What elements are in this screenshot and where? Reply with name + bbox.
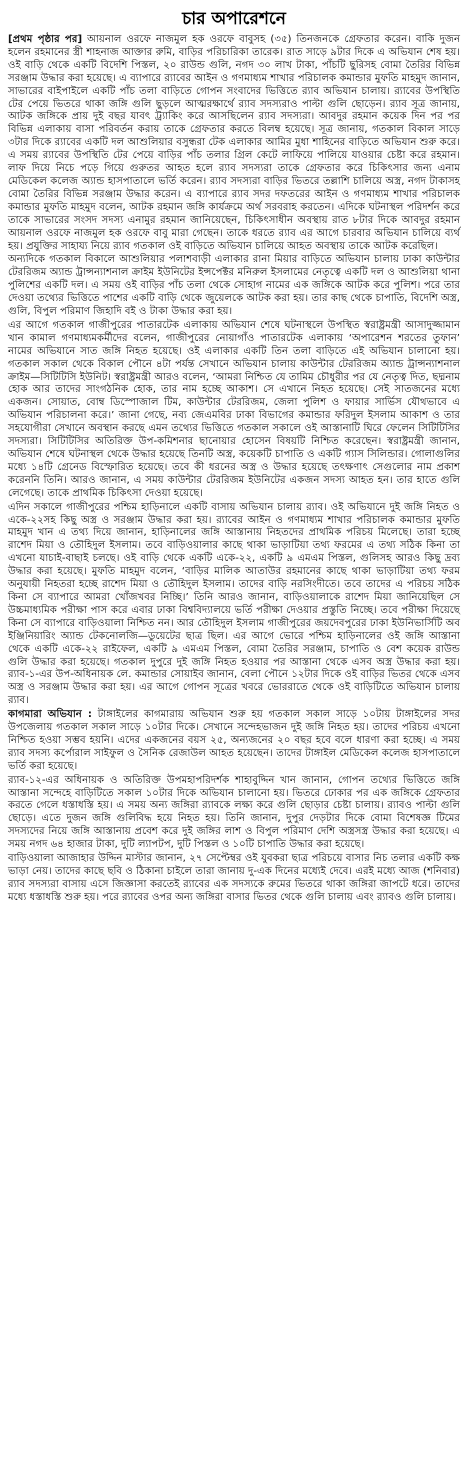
article-paragraph-7 [8, 853, 460, 905]
article-paragraph-6 [8, 775, 460, 852]
article-paragraph-4 [8, 502, 460, 709]
article-paragraph-1 [8, 34, 460, 253]
continuation-marker: [প্রথম পৃষ্ঠার পর] [8, 34, 83, 45]
paragraph-text: এদিন সকালে গাজীপুরের পশ্চিম হাড়িনালে একটি বাসায় অভিযান চালায় র‍্যাব। ওই অভিযানে দুই জঙ্গি নিহত ও একে-২২সহ কিছু অস্ত্র ও সরঞ্জাম উদ্ধার করা হয়। র‍্যাবের আইন ও গণমাধ্যম শাখার পরিচালক কমান্ডার মুফতি মাহমুদ খান এ তথ্য দিয়ে জানান, হাড়িনালের জঙ্গি আস্তানায় নিহতদের প্রাথমিক পরিচয় মিলেছে। তারা হচ্ছে রাশেদ মিয়া ও তৌহিদুল ইসলাম। তবে বাড়িওয়ালার কাছে থাকা ভাড়াটিয়া তথ্য ফরমের এ তথ্য সঠিক কিনা তা এখনো যাচাই-বাছাই চলছে। ওই বাড়ি থেকে একটি একে-২২, একটি ৯ এমএম পিস্তল, গুলিসহ আরও কিছু দ্রব্য উদ্ধার করা হয়েছে। মুফতি মাহমুদ বলেন, ‘বাড়ির মালিক আতাউর রহমানের কাছে থাকা ভাড়াটিয়া তথ্য ফরম অনুযায়ী নিহতরা হচ্ছে রাশেদ মিয়া ও তৌহিদুল ইসলাম। তাদের বাড়ি নরসিংদীতে। তবে তাদের এ পরিচয় সঠিক কিনা সে ব্যাপারে আমরা খোঁজখবর নিচ্ছি।’ তিনি আরও জানান, বাড়িওয়ালাকে রাশেদ মিয়া জানিয়েছিল সে উচ্চমাধ্যমিক পরীক্ষা পাস করে এবার ঢাকা বিশ্ববিদ্যালয়ে ভর্তি পরীক্ষা দেওয়ার প্রস্তুতি নিচ্ছে। তবে পরীক্ষা দিয়েছে কিনা সে ব্যাপারে বাড়িওয়ালা নিশ্চিত নন। আর তৌহিদুল ইসলাম গাজীপুরের জয়দেবপুরের ঢাকা ইউনিভার্সিটি অব ইঞ্জিনিয়ারিং অ্যান্ড টেকনোলজি—ডুয়েটের ছাত্র ছিল। এর আগে ভোরে পশ্চিম হাড়িনালের ওই জঙ্গি আস্তানা থেকে একটি একে-২২ রাইফেল, একটি ৯ এমএম পিস্তল, বোমা তৈরির সরঞ্জাম, চাপাতি ও বেশ কয়েক রাউন্ড গুলি উদ্ধার করা হয়েছে। গতকাল দুপুরে দুই জঙ্গি নিহত হওয়ার পর আস্তানা থেকে এসব অস্ত্র উদ্ধার করা হয়। র‍্যাব-১-এর উপ-অধিনায়ক লে. কমান্ডার সোয়াইব জানান, বেলা পৌনে ১২টার দিকে ওই বাড়ির ভিতর থেকে এসব অস্ত্র ও সরঞ্জাম উদ্ধার করা হয়। এর আগে গোপন সূত্রের খবরে ভোররাতে থেকে ওই বাড়িটিতে অভিযান চালায় র‍্যাব। [8, 501, 460, 707]
article-paragraph-2 [8, 254, 460, 319]
paragraph-text: টাঙ্গাইলের কাগমারায় অভিযান শুরু হয় গতকাল সকাল সাড়ে ১০টায় টাঙ্গাইলের সদর উপজেলায় গতকাল সকাল সাড়ে ১০টার দিকে। সেখানে সন্দেহভাজন দুই জঙ্গি নিহত হয়। তাদের পরিচয় এখনো নিশ্চিত হওয়া সম্ভব হয়নি। এদের একজনের বয়স ২৫, অন্যজনের ২০ বছর হবে বলে ধারণা করা হচ্ছে। এ সময় র‍্যাব সদস্য কর্পোরাল সাইফুল ও সৈনিক রেজাউল আহত হয়েছেন। তাদের টাঙ্গাইল মেডিকেল কলেজ হাসপাতালে ভর্তি করা হয়েছে। [8, 709, 461, 772]
article-headline: চার অপারেশনে [182, 9, 286, 29]
section-subheading: কাগমারা অভিযান : [8, 709, 92, 721]
paragraph-text: অন্যদিকে গতকাল বিকালে আশুলিয়ার পলাশবাড়ী এলাকার রানা মিয়ার বাড়িতে অভিযান চালায় ঢাকা কাউন্টার টেররিজম অ্যান্ড ট্রান্সন্যাশনাল ক্রাইম ইউনিটের ইন্সপেক্টর মনিরুল ইসলামের নেতৃত্বে একটি দল ও আশুলিয়া থানা পুলিশের একটি দল। এ সময় ওই বাড়ির পাঁচ তলা থেকে সোহাগ নামের এক জঙ্গিকে আটক করে পুলিশ। পরে তার দেওয়া তথ্যের ভিত্তিতে পাশের একটি বাড়ি থেকে জুয়েলকে আটক করা হয়। তার কাছ থেকে চাপাতি, বিদেশি অস্ত্র, গুলি, বিপুল পরিমাণ জিহাদি বই ও টাকা উদ্ধার করা হয়। [8, 254, 460, 318]
article-paragraph-5 [8, 709, 460, 774]
paragraph-text: এর আগে গতকাল গাজীপুরের পাতারটেক এলাকায় অভিযান শেষে ঘটনাস্থলে উপস্থিত স্বরাষ্ট্রমন্ত্রী আসাদুজ্জামান খান কামাল গণমাধ্যমকর্মীদের বলেন, গাজীপুরের নোয়াগাঁও পাতারটেক এলাকায় ‘অপারেশন শরতের তুফান’ নামের অভিযানে সাত জঙ্গি নিহত হয়েছে। ওই এলাকার একটি তিন তলা বাড়িতে এই অভিযান চালানো হয়। গতকাল সকাল থেকে বিকাল পৌনে ৪টা পর্যন্ত সেখানে অভিযান চালায় কাউন্টার টেররিজম অ্যান্ড ট্রান্সন্যাশনাল ক্রাইম—সিটিটিসি ইউনিট। স্বরাষ্ট্রমন্ত্রী আরও বলেন, ‘আমরা নিশ্চিত যে তামিম চৌধুরীর পর যে নেতৃত্ব দিত, ছদ্মনাম হোক আর তাদের সাংগঠনিক হোক, তার নাম হচ্ছে আকাশ। সে এখানে নিহত হয়েছে। সেই সাতজনের মধ্যে একজন। সোয়াত, বোম্ব ডিস্পোজাল টিম, কাউন্টার টেররিজম, জেলা পুলিশ ও ফায়ার সার্ভিস যৌথভাবে এ অভিযান পরিচালনা করে।’ জানা গেছে, নব্য জেএমবির ঢাকা বিভাগের কমান্ডার ফরিদুল ইসলাম আকাশ ও তার সহযোগীরা সেখানে অবস্থান করছে এমন তথ্যের ভিত্তিতে গতকাল সকালে ওই আস্তানাটি ঘিরে ফেলেন সিটিটিসির সদস্যরা। সিটিটিসির অতিরিক্ত উপ-কমিশনার ছানোয়ার হোসেন বিষয়টি নিশ্চিত করেছেন। স্বরাষ্ট্রমন্ত্রী জানান, অভিযান শেষে ঘটনাস্থল থেকে উদ্ধার হয়েছে তিনটি অস্ত্র, কয়েকটি চাপাতি ও একটি গ্যাস সিলিন্ডার। গোলাগুলির মধ্যে ১৪টি গ্রেনেড বিস্ফোরিত হয়েছে। তবে কী ধরনের অস্ত্র ও উদ্ধার হয়েছে তৎক্ষণাৎ সেগুলোর নাম প্রকাশ করেননি তিনি। আরও জানান, এ সময় কাউন্টার টেররিজম ইউনিটের একজন সদস্য আহত হন। তার হাতে গুলি লেগেছে। তাকে প্রাথমিক চিকিৎসা দেওয়া হয়েছে। [8, 319, 460, 499]
paragraph-text: র‍্যাব-১২-এর অধিনায়ক ও অতিরিক্ত উপমহাপরিদর্শক শাহাবুদ্দিন খান জানান, গোপন তথ্যের ভিত্তিতে জঙ্গি আস্তানা সন্দেহে বাড়িটিতে সকাল ১০টার দিকে অভিযান চালানো হয়। ভিতরে ঢোকার পর এক জঙ্গিকে গ্রেফতার করতে গেলে ধস্তাধস্তি হয়। এ সময় অন্য জঙ্গিরা র‍্যাবকে লক্ষ্য করে গুলি ছোড়ার চেষ্টা চালায়। র‍্যাবও পাল্টা গুলি ছোড়ে। এতে দুজন জঙ্গি গুলিবিদ্ধ হয়ে নিহত হয়। তিনি জানান, দুপুর দেড়টার দিকে বোমা বিশেষজ্ঞ টিমের সদস্যদের নিয়ে জঙ্গি আস্তানায় প্রবেশ করে দুই জঙ্গির লাশ ও বিপুল পরিমাণ দেশি অস্ত্রসস্ত্র উদ্ধার করা হয়েছে। এ সময় নগদ ৬৪ হাজার টাকা, দুটি ল্যাপটপ, দুটি পিস্তল ও ১০টি চাপাতি উদ্ধার করা হয়েছে। [8, 774, 460, 851]
paragraph-text: বাড়িওয়ালা আজাহার উদ্দিন মাস্টার জানান, ২৭ সেপ্টেম্বর ওই যুবকরা ছাত্র পরিচয়ে বাসার নিচ তলার একটি কক্ষ ভাড়া নেয়। তাদের কাছে ছবি ও ঠিকানা চাইলে তারা জানায় দু-এক দিনের মধ্যেই দেবে। এরই মধ্যে আজ (শনিবার) র‍্যাব সদস্যরা বাসায় এসে জিজ্ঞাসা করতেই র‍্যাবের এক সদস্যকে রুমের ভিতরে থাকা জঙ্গিরা জাপটে ধরে। তাদের মধ্যে ধস্তাধস্তি শুরু হয়। পরে র‍্যাবের ওপর অন্য জঙ্গিরা বাসার ভিতর থেকে গুলি চালায় এবং র‍্যাবও গুলি চালায়। [8, 853, 460, 903]
article-paragraph-3 [8, 320, 460, 501]
paragraph-text: আয়নাল ওরফে নাজমুল হক ওরফে বাবুসহ (৩৫) তিনজনকে গ্রেফতার করেন। বাকি দুজন হলেন রহমানের স্ত্রী শাহনাজ আক্তার রুমি, বাড়ির পরিচারিকা তারেক। রাত সাড়ে ৯টার দিকে এ অভিযান শেষ হয়। ওই বাড়ি থেকে একটি বিদেশি পিস্তল, ২০ রাউন্ড গুলি, নগদ ৩০ লাখ টাকা, পাঁচটি ছুরিসহ বোমা তৈরির বিভিন্ন সরঞ্জাম উদ্ধার করা হয়েছে। এ ব্যাপারে র‍্যাবের আইন ও গণমাধ্যম শাখার পরিচালক কমান্ডার মুফতি মাহমুদ জানান, সাভারের বাইপাইলে একটি পাঁচ তলা বাড়িতে গোপন সংবাদের ভিত্তিতে র‍্যাব অভিযান চালায়। র‍্যাবের উপস্থিতি টের পেয়ে ভিতরে থাকা জঙ্গি গুলি ছুড়লে আত্মরক্ষার্থে র‍্যাব সদস্যরাও পাল্টা গুলি ছোড়েন। র‍্যাব সূত্র জানায়, আটক জঙ্গিকে প্রায় দুই বছর যাবৎ ট্র্যাকিং করে আসছিলেন র‍্যাব সদস্যরা। আবদুর রহমান কয়েক দিন পর পর বিভিন্ন এলাকায় বাসা পরিবর্তন করায় তাকে গ্রেফতার করতে বিলম্ব হয়েছে। সূত্র জানায়, গতকাল বিকাল সাড়ে ৩টার দিকে র‍্যাবের একটি দল আশুলিয়ার বসুন্ধরা টেক এলাকার আমির মুধা শাহিনের বাড়িতে অভিযান শুরু করে। এ সময় র‍্যাবের উপস্থিতি টের পেয়ে বাড়ির পাঁচ তলার গ্রিল কেটে লাফিয়ে পালিয়ে যাওয়ার চেষ্টা করে রহমান। লাফ দিয়ে নিচে পড়ে গিয়ে গুরুতর আহত হলে র‍্যাব সদস্যরা তাকে গ্রেফতার করে চিকিৎসার জন্য এনাম মেডিকেল কলেজ অ্যান্ড হাসপাতালে ভর্তি করেন। র‍্যাব সদস্যরা বাড়ির ভিতরে তল্লাশি চালিয়ে অস্ত্র, নগদ টাকাসহ বোমা তৈরির বিভিন্ন সরঞ্জাম উদ্ধার করেন। এ ব্যাপারে র‍্যাব সদর দফতরের আইন ও গণমাধ্যম শাখার পরিচালক কমান্ডার মুফতি মাহমুদ বলেন, আটক রহমান জঙ্গি কার্যক্রমে অর্থ সরবরাহ করতেন। এদিকে ঘটনাস্থল পরিদর্শন করে তাকে সাভারের সংসদ সদস্য এনামুর রহমান জানিয়েছেন, চিকিৎসাধীন অবস্থায় রাত ৮টার দিকে আবদুর রহমান আয়নাল ওরফে নাজমুল হক ওরফে বাবু মারা গেছেন। তাকে ধরতে র‍্যাব এর আগে চারবার অভিযান চালিয়ে ব্যর্থ হয়। প্রযুক্তির সাহায্য নিয়ে র‍্যাব গতকাল ওই বাড়িতে অভিযান চালিয়ে আহত অবস্থায় তাকে আটক করেছিল। [8, 34, 460, 252]
